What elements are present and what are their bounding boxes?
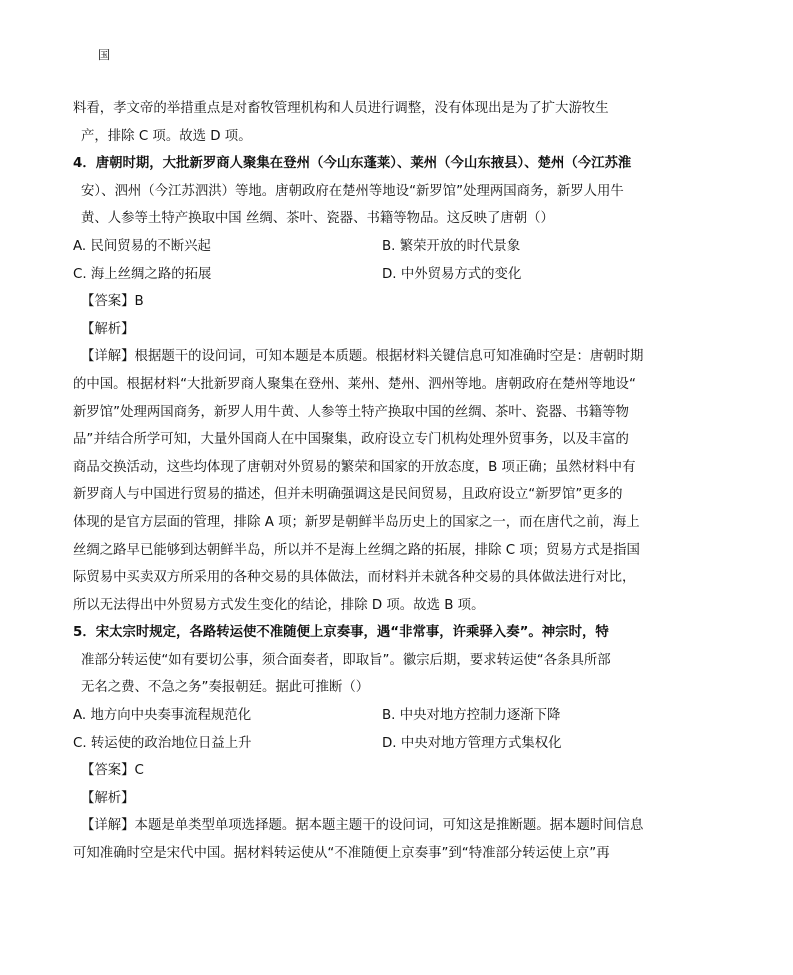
question-5-stem-line: 准部分转运使“如有要切公事，须合面奏者，即取旨”。徽宗后期，要求转运使“各条具所部 bbox=[81, 652, 611, 668]
option-d: D. 中央对地方管理方式集权化 bbox=[382, 735, 562, 751]
detail-line: 新罗馆”处理两国商务，新罗人用牛黄、人参等土特产换取中国的丝绸、茶叶、瓷器、书籍等物 bbox=[73, 404, 629, 420]
detail-line: 商品交换活动，这些均体现了唐朝对外贸易的繁荣和国家的开放态度，B 项正确；虽然材料中有 bbox=[73, 459, 636, 475]
question-5-stem-line: 5．宋太宗时规定，各路转运使不准随便上京奏事，遇“非常事，许乘驿入奏”。神宗时，特 bbox=[73, 625, 609, 641]
header-mark: 国 bbox=[98, 48, 111, 62]
option-b: B. 繁荣开放的时代景象 bbox=[382, 238, 521, 254]
option-b: B. 中央对地方控制力逐渐下降 bbox=[382, 708, 561, 724]
detail-line: 品”并结合所学可知，大量外国商人在中国聚集，政府设立专门机构处理外贸事务，以及丰富的 bbox=[73, 432, 629, 448]
question-4-options-row bbox=[73, 261, 673, 289]
detail-line: 的中国。根据材料“大批新罗商人聚集在登州、莱州、楚州、泗州等地。唐朝政府在楚州等地设“ bbox=[73, 376, 636, 392]
analysis-label: 【解析】 bbox=[81, 790, 135, 806]
question-5-options-row bbox=[73, 702, 673, 730]
detail-line: 新罗商人与中国进行贸易的描述，但并未明确强调这是民间贸易，且政府设立“新罗馆”更多的 bbox=[73, 487, 623, 503]
option-c: C. 海上丝绸之路的拓展 bbox=[73, 266, 212, 282]
question-4-stem-line: 4．唐朝时期，大批新罗商人聚集在登州（今山东蓬莱）、莱州（今山东掖县）、楚州（今江苏淮 bbox=[73, 156, 632, 172]
detail-line: 丝绸之路早已能够到达朝鲜半岛，所以并不是海上丝绸之路的拓展，排除 C 项；贸易方式是指国 bbox=[73, 542, 640, 558]
option-d: D. 中外贸易方式的变化 bbox=[382, 266, 522, 282]
detail-line: 【详解】根据题干的设问词，可知本题是本质题。根据材料关键信息可知准确时空是：唐朝时期 bbox=[81, 349, 644, 365]
analysis-label: 【解析】 bbox=[81, 321, 135, 337]
text-line: 产，排除 C 项。故选 D 项。 bbox=[81, 128, 252, 144]
answer-label: 【答案】B bbox=[81, 294, 144, 310]
question-4-stem-line: 黄、人参等土特产换取中国 丝绸、茶叶、瓷器、书籍等物品。这反映了唐朝（） bbox=[81, 211, 554, 227]
question-4-options-row bbox=[73, 233, 673, 261]
option-a: A. 民间贸易的不断兴起 bbox=[73, 238, 211, 254]
option-c: C. 转运使的政治地位日益上升 bbox=[73, 735, 252, 751]
detail-line: 可知准确时空是宋代中国。据材料转运使从“不准随便上京奏事”到“特准部分转运使上京”再 bbox=[73, 846, 610, 862]
detail-line: 际贸易中买卖双方所采用的各种交易的具体做法，而材料并未就各种交易的具体做法进行对比， bbox=[73, 570, 636, 586]
document-body bbox=[73, 95, 673, 868]
detail-line: 体现的是官方层面的管理，排除 A 项；新罗是朝鲜半岛历史上的国家之一，而在唐代之前，海上 bbox=[73, 514, 640, 530]
answer-label: 【答案】C bbox=[81, 763, 144, 779]
detail-line: 所以无法得出中外贸易方式发生变化的结论，排除 D 项。故选 B 项。 bbox=[73, 597, 485, 613]
text-line: 料看，孝文帝的举措重点是对畜牧管理机构和人员进行调整，没有体现出是为了扩大游牧生 bbox=[73, 101, 609, 116]
option-a: A. 地方向中央奏事流程规范化 bbox=[73, 708, 252, 724]
question-4-stem-line: 安）、泗州（今江苏泗洪）等地。唐朝政府在楚州等地设“新罗馆”处理两国商务，新罗人用牛 bbox=[81, 183, 624, 199]
question-5-stem-line: 无名之费、不急之务”奏报朝廷。据此可推断（） bbox=[81, 680, 370, 696]
detail-line: 【详解】本题是单类型单项选择题。据本题主题干的设问词，可知这是推断题。据本题时间信息 bbox=[81, 818, 644, 834]
question-5-options-row bbox=[73, 730, 673, 758]
